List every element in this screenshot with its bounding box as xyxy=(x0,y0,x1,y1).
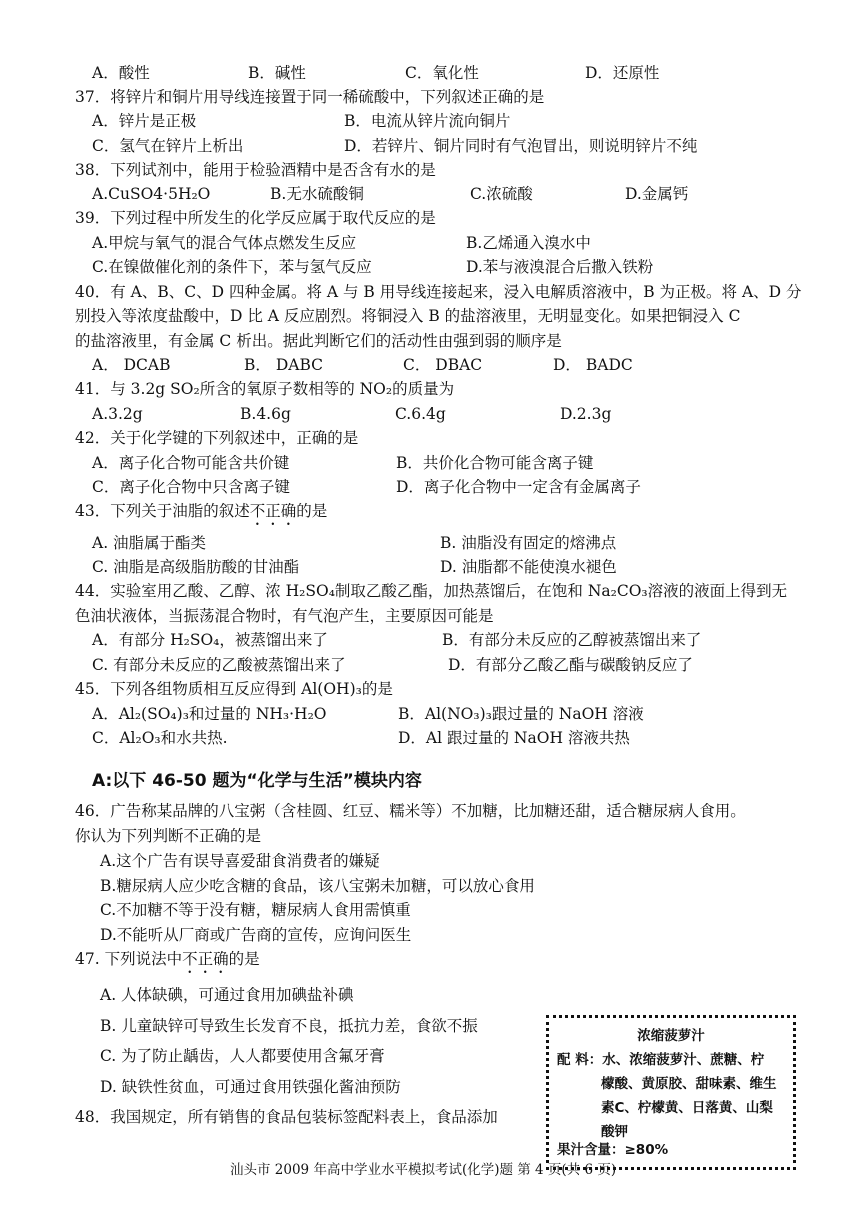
text-line-l15: B.4.6g xyxy=(240,405,291,423)
text-line-l17: B．共价化合物可能含离子键 xyxy=(396,454,594,472)
text-line-l32: B.糖尿病人应少吃含糖的食品，该八宝粥未加糖，可以放心食用 xyxy=(100,877,535,895)
text-line-l15: A.3.2g xyxy=(92,405,143,423)
text-line-l18: C．离子化合物中只含离子键 xyxy=(92,478,290,496)
text-line-l13: B． DABC xyxy=(244,356,323,374)
text-line-l33: C.不加糖不等于没有糖，糖尿病人食用需慎重 xyxy=(100,901,411,919)
text-line-l15: D.2.3g xyxy=(560,405,612,423)
label-line: 素C、柠檬黄、日落黄、山梨 xyxy=(601,1100,773,1116)
page-footer: 汕头市 2009 年高中学业水平模拟考试(化学)题 第 4 页(共 6 页) xyxy=(230,1162,617,1178)
text-line-l13: A． DCAB xyxy=(92,356,171,374)
text-line-l17: A．离子化合物可能含共价键 xyxy=(92,454,290,472)
text-line-q40a: 40．有 A、B、C、D 四种金属。将 A 与 B 用导线连接起来，浸入电解质溶液中，B 为正极。将 A、D 分 xyxy=(75,283,802,301)
label-line: 果汁含量：≥80% xyxy=(557,1142,669,1158)
text-line-l20: A. 油脂属于酯类 xyxy=(92,534,207,552)
text-line-l24: B．有部分未反应的乙醇被蒸馏出来了 xyxy=(442,631,702,649)
text-line-l6: C.浓硫酸 xyxy=(470,185,533,203)
text-line-q43: 43．下列关于油脂的叙述不正确的是 xyxy=(75,502,328,520)
text-line-q38: 38．下列试剂中，能用于检验酒精中是否含有水的是 xyxy=(75,161,436,179)
text-line-l37: B. 儿童缺锌可导致生长发育不良，抵抗力差，食欲不振 xyxy=(100,1017,478,1035)
text-line-l21: D. 油脂都不能使溴水褪色 xyxy=(440,558,617,576)
text-line-q39: 39．下列过程中所发生的化学反应属于取代反应的是 xyxy=(75,209,436,227)
text-line-l3: B．电流从锌片流向铜片 xyxy=(344,112,511,130)
text-line-l39: D. 缺铁性贫血，可通过食用铁强化酱油预防 xyxy=(100,1078,401,1096)
text-line-l8: A.甲烷与氧气的混合气体点燃发生反应 xyxy=(92,234,357,252)
text-line-l15: C.6.4g xyxy=(395,405,446,423)
text-line-l18: D．离子化合物中一定含有金属离子 xyxy=(396,478,641,496)
text-line-l31: A.这个广告有误导喜爱甜食消费者的嫌疑 xyxy=(100,852,380,870)
section-title: A:以下 46-50 题为“化学与生活”模块内容 xyxy=(92,771,422,791)
text-line-q46a: 46．广告称某品牌的八宝粥（含桂圆、红豆、糯米等）不加糖，比加糖还甜，适合糖尿病人食用。 xyxy=(75,802,746,820)
text-line-q46b: 你认为下列判断不正确的是 xyxy=(75,827,262,845)
text-line-l6: D.金属钙 xyxy=(625,185,689,203)
text-line-q40c: 的盐溶液里，有金属 C 析出。据此判断它们的活动性由强到弱的顺序是 xyxy=(75,332,562,350)
label-title: 浓缩菠萝汁 xyxy=(637,1028,705,1044)
text-line-l34: D.不能听从厂商或广告商的宣传，应询问医生 xyxy=(100,926,412,944)
text-line-l13: C． DBAC xyxy=(403,356,483,374)
text-line-q41: 41．与 3.2g SO₂所含的氧原子数相等的 NO₂的质量为 xyxy=(75,380,455,398)
text-line-l38: C. 为了防止龋齿，人人都要使用含氟牙膏 xyxy=(100,1047,385,1065)
label-line: 配 料：水、浓缩菠萝汁、蔗糖、柠 xyxy=(557,1052,765,1068)
text-line-l25: D．有部分乙酸乙酯与碳酸钠反应了 xyxy=(448,656,693,674)
text-line-l27: A．Al₂(SO₄)₃和过量的 NH₃·H₂O xyxy=(92,705,327,723)
label-line: 檬酸、黄原胶、甜味素、维生 xyxy=(601,1076,777,1092)
text-line-l21: C. 油脂是高级脂肪酸的甘油酯 xyxy=(92,558,300,576)
text-line-q40b: 别投入等浓度盐酸中，D 比 A 反应剧烈。将铜浸入 B 的盐溶液里，无明显变化。如果把铜浸入 C xyxy=(75,307,741,325)
text-line-l1: C．氧化性 xyxy=(405,64,479,82)
text-line-l3: A．锌片是正极 xyxy=(92,112,197,130)
label-line: 酸钾 xyxy=(601,1124,628,1140)
text-line-l1: A．酸性 xyxy=(92,64,150,82)
text-line-l25: C. 有部分未反应的乙酸被蒸馏出来了 xyxy=(92,656,346,674)
text-line-l20: B. 油脂没有固定的熔沸点 xyxy=(440,534,617,552)
text-line-l24: A．有部分 H₂SO₄，被蒸馏出来了 xyxy=(92,631,328,649)
text-line-q48: 48．我国规定，所有销售的食品包装标签配料表上，食品添加 xyxy=(75,1108,498,1126)
text-line-l8: B.乙烯通入溴水中 xyxy=(466,234,591,252)
text-line-l13: D． BADC xyxy=(553,356,633,374)
text-line-q37: 37．将锌片和铜片用导线连接置于同一稀硫酸中，下列叙述正确的是 xyxy=(75,88,545,106)
text-line-l1: D．还原性 xyxy=(585,64,660,82)
text-line-l28: C．Al₂O₃和水共热. xyxy=(92,729,228,747)
text-line-l27: B．Al(NO₃)₃跟过量的 NaOH 溶液 xyxy=(398,705,644,723)
text-line-l9: C.在镍做催化剂的条件下，苯与氢气反应 xyxy=(92,258,372,276)
text-line-q44b: 色油状液体，当振荡混合物时，有气泡产生，主要原因可能是 xyxy=(75,607,494,625)
juice-label-box xyxy=(546,1015,796,1170)
text-line-l28: D．Al 跟过量的 NaOH 溶液共热 xyxy=(398,729,630,747)
text-line-q42: 42．关于化学键的下列叙述中，正确的是 xyxy=(75,429,359,447)
text-line-l4: D．若锌片、铜片同时有气泡冒出，则说明锌片不纯 xyxy=(344,137,698,155)
text-line-q45: 45．下列各组物质相互反应得到 Al(OH)₃的是 xyxy=(75,680,393,698)
text-line-l6: A.CuSO4·5H₂O xyxy=(92,185,211,203)
text-line-q47: 47. 下列说法中不正确的是 xyxy=(75,950,260,968)
text-line-l36: A. 人体缺碘，可通过食用加碘盐补碘 xyxy=(100,986,354,1004)
text-line-l9: D.苯与液溴混合后撒入铁粉 xyxy=(466,258,654,276)
text-line-l6: B.无水硫酸铜 xyxy=(270,185,364,203)
text-line-q44a: 44．实验室用乙酸、乙醇、浓 H₂SO₄制取乙酸乙酯，加热蒸馏后，在饱和 Na₂CO₃溶液的液面上得到无 xyxy=(75,582,788,600)
text-line-l4: C．氢气在锌片上析出 xyxy=(92,137,244,155)
text-line-l1: B．碱性 xyxy=(248,64,306,82)
